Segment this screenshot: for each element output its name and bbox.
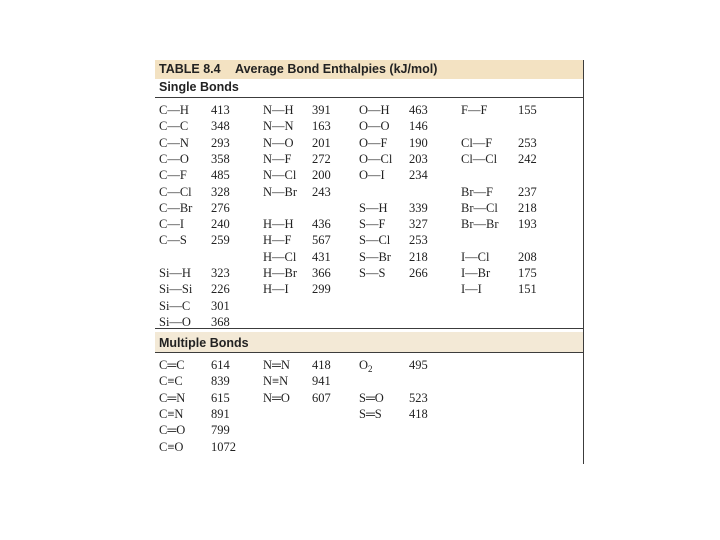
bond-label: $O_2$	[359, 358, 373, 374]
bond-enthalpy-value: 259	[211, 233, 230, 248]
bond-label: Si—H	[159, 266, 191, 280]
bond-enthalpy-value: 266	[409, 266, 428, 280]
bond-label: N—F	[263, 151, 292, 166]
bond-enthalpy-value: 226	[211, 282, 230, 297]
bond-enthalpy-value: 463	[409, 103, 428, 117]
bond-label: Cl—Cl	[461, 151, 498, 166]
bond-enthalpy-value: 218	[409, 249, 428, 264]
bond-enthalpy-value: 218	[518, 200, 537, 215]
bond-label: C—I	[159, 217, 184, 232]
bond-enthalpy-value: 163	[312, 119, 331, 134]
bond-label: N—Br	[263, 184, 298, 199]
bond-label: H—Br	[263, 266, 298, 280]
bond-enthalpy-value: 839	[211, 374, 230, 389]
divider	[583, 60, 584, 328]
bond-enthalpy-value: 348	[211, 119, 230, 134]
bond-label: H—F	[263, 233, 292, 248]
bond-label: C—N	[159, 135, 189, 150]
bond-enthalpy-value: 368	[211, 314, 230, 329]
bond-label: S═O	[359, 390, 384, 405]
bond-label: C—O	[159, 151, 189, 166]
bond-label: I—I	[461, 282, 482, 297]
bond-enthalpy-value: 391	[312, 103, 331, 117]
bond-label: C—C	[159, 119, 189, 134]
bond-label: Cl—F	[461, 135, 493, 150]
bond-enthalpy-value: 323	[211, 266, 230, 280]
bond-enthalpy-value: 567	[312, 233, 331, 248]
bond-label: N—O	[263, 135, 294, 150]
bond-label: S—Cl	[359, 233, 391, 248]
bond-enthalpy-value: 431	[312, 249, 331, 264]
bond-label: Br—Br	[461, 217, 499, 232]
bond-label: C≡N	[159, 406, 184, 421]
bond-enthalpy-value: 237	[518, 184, 537, 199]
single-bonds-heading: Single Bonds	[159, 80, 239, 94]
bond-enthalpy-value: 253	[409, 233, 428, 248]
bond-label: N—H	[263, 103, 294, 117]
bond-label: C≡C	[159, 374, 183, 389]
bond-label: O—O	[359, 119, 390, 134]
bond-label: H—H	[263, 217, 294, 232]
bond-label: N—Cl	[263, 168, 297, 183]
bond-label: F—F	[461, 103, 488, 117]
bond-enthalpy-value: 436	[312, 217, 331, 232]
bond-label: S—F	[359, 217, 386, 232]
bond-label: O—Cl	[359, 151, 393, 166]
bond-enthalpy-value: 253	[518, 135, 537, 150]
bond-label: H—Cl	[263, 249, 297, 264]
bond-label: S—Br	[359, 249, 391, 264]
bond-label: Si—O	[159, 314, 191, 329]
table-number: TABLE 8.4	[159, 62, 221, 76]
bond-label: S—S	[359, 266, 386, 280]
bond-label: C—Cl	[159, 184, 192, 199]
bond-label: N═N	[263, 358, 290, 372]
bond-label: C—Br	[159, 200, 193, 215]
bond-enthalpy-value: 485	[211, 168, 230, 183]
bond-enthalpy-value: 523	[409, 390, 428, 405]
bond-enthalpy-value: 301	[211, 298, 230, 313]
bond-label: C═C	[159, 358, 185, 372]
bond-enthalpy-value: 151	[518, 282, 537, 297]
bond-label: O—F	[359, 135, 388, 150]
bond-label: C—H	[159, 103, 189, 117]
bond-enthalpy-value: 941	[312, 374, 331, 389]
bond-label: C═O	[159, 423, 186, 438]
bond-label: N≡N	[263, 374, 289, 389]
bond-enthalpy-value: 234	[409, 168, 428, 183]
bond-label: C═N	[159, 390, 186, 405]
table-title: Average Bond Enthalpies (kJ/mol)	[235, 62, 438, 76]
bond-enthalpy-value: 607	[312, 390, 331, 405]
bond-enthalpy-value: 276	[211, 200, 230, 215]
bond-label: C—F	[159, 168, 187, 183]
bond-enthalpy-value: 193	[518, 217, 537, 232]
bond-enthalpy-value: 190	[409, 135, 428, 150]
bond-label: O—I	[359, 168, 385, 183]
bond-enthalpy-value: 614	[211, 358, 230, 372]
bond-label: Br—Cl	[461, 200, 498, 215]
bond-enthalpy-value: 891	[211, 406, 230, 421]
bond-enthalpy-value: 201	[312, 135, 331, 150]
bond-enthalpy-value: 418	[409, 406, 428, 421]
bond-enthalpy-value: 615	[211, 390, 230, 405]
divider	[583, 328, 584, 464]
bond-enthalpy-value: 240	[211, 217, 230, 232]
divider	[155, 352, 583, 353]
bond-label: C≡O	[159, 439, 184, 454]
bond-enthalpy-value: 328	[211, 184, 230, 199]
bond-enthalpy-value: 358	[211, 151, 230, 166]
bond-enthalpy-value: 175	[518, 266, 537, 280]
multiple-bonds-heading: Multiple Bonds	[159, 336, 249, 350]
bond-enthalpy-value: 243	[312, 184, 331, 199]
table-title-bar	[155, 60, 583, 79]
bond-label: N═O	[263, 390, 290, 405]
bond-enthalpy-value: 799	[211, 423, 230, 438]
bond-enthalpy-value: 242	[518, 151, 537, 166]
divider	[155, 97, 583, 98]
bond-enthalpy-value: 1072	[211, 439, 236, 454]
bond-label: I—Cl	[461, 249, 490, 264]
bond-enthalpy-value: 146	[409, 119, 428, 134]
bond-label: C—S	[159, 233, 187, 248]
bond-enthalpy-value: 418	[312, 358, 331, 372]
bond-enthalpy-value: 299	[312, 282, 331, 297]
bond-enthalpy-value: 366	[312, 266, 331, 280]
bond-enthalpy-value: 327	[409, 217, 428, 232]
bond-label: N—N	[263, 119, 294, 134]
bond-enthalpy-value: 413	[211, 103, 230, 117]
bond-label: S—H	[359, 200, 388, 215]
bond-label: I—Br	[461, 266, 491, 280]
bond-enthalpy-table	[155, 60, 583, 464]
bond-label: O—H	[359, 103, 390, 117]
bond-enthalpy-value: 272	[312, 151, 331, 166]
bond-label: Si—C	[159, 298, 191, 313]
bond-enthalpy-value: 200	[312, 168, 331, 183]
bond-label: Si—Si	[159, 282, 193, 297]
bond-label: S═S	[359, 406, 382, 421]
bond-label: H—I	[263, 282, 289, 297]
bond-enthalpy-value: 495	[409, 358, 428, 372]
bond-enthalpy-value: 293	[211, 135, 230, 150]
bond-enthalpy-value: 339	[409, 200, 428, 215]
bond-enthalpy-value: 208	[518, 249, 537, 264]
bond-enthalpy-value: 203	[409, 151, 428, 166]
bond-label: Br—F	[461, 184, 493, 199]
bond-enthalpy-value: 155	[518, 103, 537, 117]
